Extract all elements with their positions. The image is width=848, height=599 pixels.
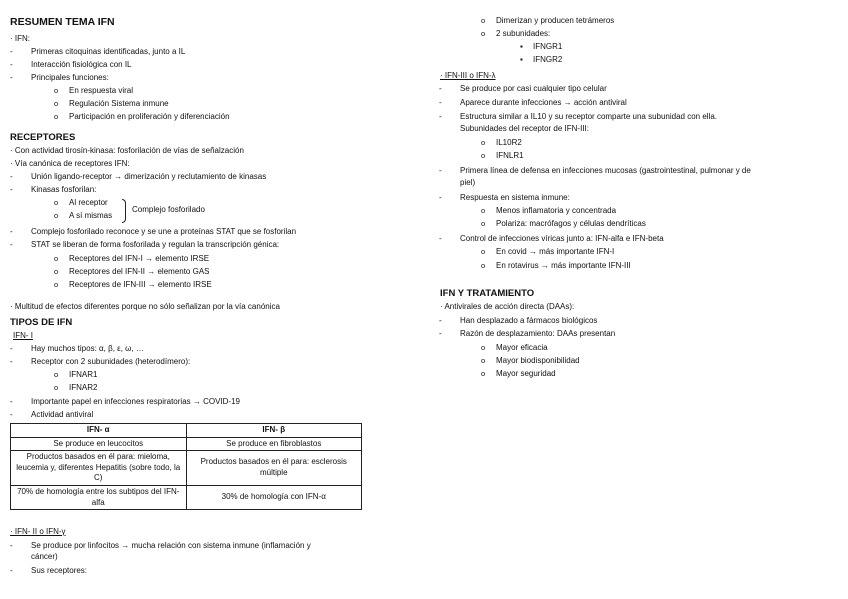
list-item: ▪ IFNGR1 <box>533 42 562 53</box>
list-item: - Han desplazado a fármacos biológicos <box>460 316 597 327</box>
list-item: - Se produce por linfocitos → mucha relación con sistema inmune (inflamación y <box>31 541 311 552</box>
list-item: - Importante papel en infecciones respiratorias → COVID-19 <box>31 397 240 408</box>
paragraph: · Vía canónica de receptores IFN: <box>10 159 130 168</box>
list-item: o IFNAR2 <box>69 383 97 394</box>
brace <box>122 199 126 223</box>
table-cell: 30% de homología con IFN-α <box>186 485 362 509</box>
list-item: o 2 subunidades: <box>496 29 550 40</box>
list-item: - STAT se liberan de forma fosforilada y regulan la transcripción génica: <box>31 240 279 251</box>
comparison-table <box>10 423 362 510</box>
list-item: o IL10R2 <box>496 138 522 149</box>
subsection-ifn3: · IFN-III o IFN-λ <box>440 71 496 80</box>
list-item: o Al receptor <box>69 198 108 209</box>
list-item: o Receptores del IFN-I → elemento IRSE <box>69 254 209 265</box>
list-item: - Primeras citoquinas identificadas, junto a IL <box>31 47 185 58</box>
list-item: o En respuesta viral <box>69 86 133 97</box>
section-title-receptores: RECEPTORES <box>10 132 76 143</box>
list-item: - Actividad antiviral <box>31 410 93 421</box>
list-item: o Mayor seguridad <box>496 369 556 380</box>
table-row <box>11 437 362 451</box>
list-item: o En rotavirus → más importante IFN-III <box>496 261 631 272</box>
list-item: - Kinasas fosforilan: <box>31 185 96 196</box>
brace-label: Complejo fosforilado <box>132 205 205 214</box>
list-item: o Mayor biodisponibilidad <box>496 356 580 367</box>
subsection-ifn1: IFN- I <box>13 331 33 340</box>
table-cell: Productos basados en él para: mieloma, leucemia y, diferentes Hepatitis (sobre todo, la C) <box>11 451 187 486</box>
list-item: - Principales funciones: <box>31 73 109 84</box>
list-item-cont: cáncer) <box>31 552 58 561</box>
table-cell: Se produce en fibroblastos <box>186 437 362 451</box>
list-item: - Primera línea de defensa en infecciones mucosas (gastrointestinal, pulmonar y de <box>460 166 751 177</box>
list-item: o A sí mismas <box>69 211 112 222</box>
list-item: - Complejo fosforilado reconoce y se une a proteínas STAT que se fosforilan <box>31 227 296 238</box>
section-title-tratamiento: IFN Y TRATAMIENTO <box>440 288 535 299</box>
list-item: - Interacción fisiológica con IL <box>31 60 132 71</box>
list-item: o Receptores de IFN-III → elemento IRSE <box>69 280 212 291</box>
table-header: IFN- α <box>11 424 187 438</box>
list-item: - Estructura similar a IL10 y su receptor comparte una subunidad con ella. <box>460 112 717 123</box>
list-item: o Menos inflamatoria y concentrada <box>496 206 616 217</box>
list-item: - Aparece durante infecciones → acción antiviral <box>460 98 627 109</box>
list-item: o Polariza: macrófagos y células dendríticas <box>496 219 646 230</box>
list-item: - Razón de desplazamiento: DAAs presentan <box>460 329 615 340</box>
ifn-label: · IFN: <box>10 34 30 43</box>
list-item: o En covid → más importante IFN-I <box>496 247 614 258</box>
list-item: - Sus receptores: <box>31 566 87 577</box>
list-item: - Control de infecciones víricas junto a: IFN-alfa e IFN-beta <box>460 234 664 245</box>
list-item: o IFNLR1 <box>496 151 524 162</box>
list-item: o Regulación Sistema inmune <box>69 99 169 110</box>
table-cell: Se produce en leucocitos <box>11 437 187 451</box>
list-item: o Mayor eficacia <box>496 343 548 354</box>
table-cell: 70% de homología entre los subtipos del IFN-alfa <box>11 485 187 509</box>
list-item: - Unión ligando-receptor → dimerización y reclutamiento de kinasas <box>31 172 266 183</box>
list-item: o Receptores del IFN-II → elemento GAS <box>69 267 210 278</box>
list-item: o Participación en proliferación y diferenciación <box>69 112 230 123</box>
table-row <box>11 451 362 486</box>
list-item-cont: Subunidades del receptor de IFN-III: <box>460 124 589 133</box>
paragraph: · Antivirales de acción directa (DAAs): <box>440 302 575 311</box>
list-item: - Respuesta en sistema inmune: <box>460 193 570 204</box>
table-header: IFN- β <box>186 424 362 438</box>
table-cell: Productos basados en él para: esclerosis múltiple <box>186 451 362 486</box>
table-row <box>11 485 362 509</box>
paragraph: · Con actividad tirosín-kinasa: fosforilación de vías de señalzación <box>10 146 244 155</box>
list-item: - Se produce por casi cualquier tipo celular <box>460 84 607 95</box>
page-title: RESUMEN TEMA IFN <box>10 16 115 28</box>
list-item-cont: piel) <box>460 178 476 187</box>
list-item: o IFNAR1 <box>69 370 97 381</box>
list-item: o Dimerizan y producen tetrámeros <box>496 16 614 27</box>
subsection-ifn2: · IFN- II o IFN-γ <box>10 527 66 536</box>
paragraph: · Multitud de efectos diferentes porque no sólo señalizan por la vía canónica <box>10 302 280 311</box>
list-item: ▪ IFNGR2 <box>533 55 562 66</box>
section-title-tipos: TIPOS DE IFN <box>10 317 73 328</box>
list-item: - Hay muchos tipos: α, β, ε, ω, … <box>31 344 144 355</box>
list-item: - Receptor con 2 subunidades (heterodímero): <box>31 357 190 368</box>
